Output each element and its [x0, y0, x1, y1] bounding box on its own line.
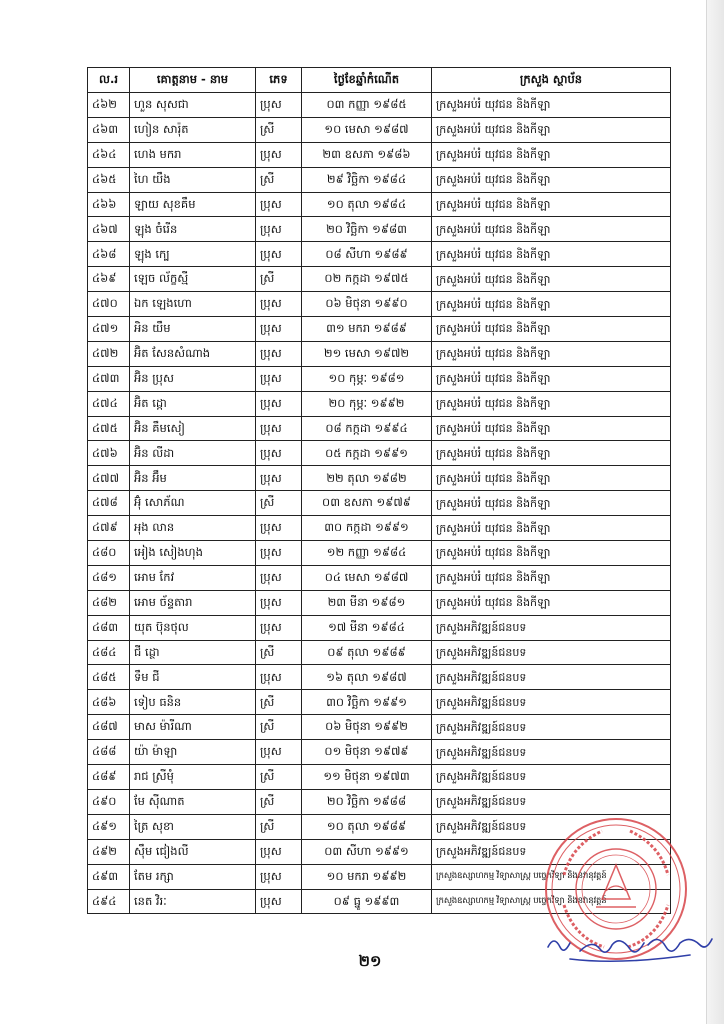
cell-ministry: ក្រសួងអប់រំ យុវជន និងកីឡា: [432, 516, 671, 541]
cell-dob: ០៦ មិថុនា ១៩៩០: [302, 292, 432, 317]
cell-sex: ស្រី: [256, 690, 302, 715]
cell-sex: ស្រី: [256, 491, 302, 516]
cell-dob: ០៩ ធ្នូ ១៩៩៣: [302, 889, 432, 914]
table-row: [88, 466, 671, 491]
cell-ministry: ក្រសួងអប់រំ យុវជន និងកីឡា: [432, 317, 671, 342]
cell-sex: ប្រុស: [256, 93, 302, 118]
cell-dob: ២០ វិច្ឆិកា ១៩៨៣: [302, 217, 432, 242]
cell-dob: ៣១ មករា ១៩៨៩: [302, 317, 432, 342]
table-row: [88, 366, 671, 391]
cell-sex: ប្រុស: [256, 541, 302, 566]
cell-no: ៤៧២: [88, 341, 130, 366]
cell-ministry: ក្រសួងឧស្សាហកម្ម វិទ្យាសាស្ត្រ បច្ចេកវិទ្យា និងនវានុវត្តន៍: [432, 889, 671, 914]
cell-ministry: ក្រសួងអភិវឌ្ឍន៍ជនបទ: [432, 665, 671, 690]
cell-name: អុង លាន: [130, 516, 256, 541]
table-row: [88, 740, 671, 765]
cell-sex: ប្រុស: [256, 839, 302, 864]
cell-dob: ២២ តុលា ១៩៨២: [302, 466, 432, 491]
cell-dob: ០២ កក្កដា ១៩៧៥: [302, 267, 432, 292]
table-row: [88, 167, 671, 192]
cell-dob: ១០ កុម្ភៈ ១៩៨១: [302, 366, 432, 391]
cell-no: ៤៧៦: [88, 441, 130, 466]
cell-sex: ស្រី: [256, 814, 302, 839]
cell-name: ជី ដ្ថោ: [130, 640, 256, 665]
table-row: [88, 341, 671, 366]
cell-ministry: ក្រសួងអប់រំ យុវជន និងកីឡា: [432, 117, 671, 142]
cell-name: ត្រៃ សុខា: [130, 814, 256, 839]
cell-dob: ២១ មេសា ១៩៧២: [302, 341, 432, 366]
cell-dob: ០៦ មិថុនា ១៩៩២: [302, 715, 432, 740]
table-row: [88, 516, 671, 541]
cell-ministry: ក្រសួងអភិវឌ្ឍន៍ជនបទ: [432, 765, 671, 790]
cell-name: រាជ ស្រីមុំ: [130, 765, 256, 790]
cell-dob: ០៣ ឧសភា ១៩៧៩: [302, 491, 432, 516]
table-row: [88, 839, 671, 864]
table-row: [88, 665, 671, 690]
cell-name: ឡុង ចំរើន: [130, 217, 256, 242]
cell-name: ទៀប ធនិន: [130, 690, 256, 715]
cell-name: ឡុង ក្បេ: [130, 242, 256, 267]
cell-no: ៤៦៨: [88, 242, 130, 267]
roster-table: [87, 67, 671, 914]
table-row: [88, 864, 671, 889]
cell-ministry: ក្រសួងអប់រំ យុវជន និងកីឡា: [432, 541, 671, 566]
cell-dob: ៣០ វិច្ឆិកា ១៩៩១: [302, 690, 432, 715]
cell-name: អោម ច័ន្ទតារា: [130, 590, 256, 615]
cell-ministry: ក្រសួងឧស្សាហកម្ម វិទ្យាសាស្ត្រ បច្ចេកវិទ្យា និងនវានុវត្តន៍: [432, 864, 671, 889]
cell-name: ហៀន សារ៉ុត: [130, 117, 256, 142]
cell-dob: ១០ មករា ១៩៩២: [302, 864, 432, 889]
cell-sex: ប្រុស: [256, 740, 302, 765]
cell-sex: ស្រី: [256, 167, 302, 192]
cell-no: ៤៩៤: [88, 889, 130, 914]
cell-no: ៤៧៧: [88, 466, 130, 491]
page-edge: [706, 0, 724, 1024]
cell-name: តែម រក្សា: [130, 864, 256, 889]
cell-ministry: ក្រសួងអប់រំ យុវជន និងកីឡា: [432, 565, 671, 590]
cell-name: អ៊ុំ សោភ័ណ: [130, 491, 256, 516]
table-row: [88, 789, 671, 814]
cell-name: ហួន សុសជា: [130, 93, 256, 118]
cell-sex: ប្រុស: [256, 565, 302, 590]
table-row: [88, 615, 671, 640]
cell-no: ៤៨៥: [88, 665, 130, 690]
cell-dob: ១០ មេសា ១៩៨៧: [302, 117, 432, 142]
cell-ministry: ក្រសួងអប់រំ យុវជន និងកីឡា: [432, 590, 671, 615]
cell-sex: ប្រុស: [256, 416, 302, 441]
cell-name: យុត ប៊ុនថុល: [130, 615, 256, 640]
cell-sex: ប្រុស: [256, 217, 302, 242]
table-row: [88, 765, 671, 790]
cell-ministry: ក្រសួងអប់រំ យុវជន និងកីឡា: [432, 416, 671, 441]
cell-name: ហៃ យឹង: [130, 167, 256, 192]
cell-dob: ១០ តុលា ១៩៨៤: [302, 192, 432, 217]
cell-sex: ប្រុស: [256, 665, 302, 690]
cell-name: ទឹម ជី: [130, 665, 256, 690]
cell-sex: ស្រី: [256, 117, 302, 142]
cell-name: អៀង សៀងហុង: [130, 541, 256, 566]
cell-sex: ប្រុស: [256, 242, 302, 267]
table-row: [88, 391, 671, 416]
cell-dob: ០៤ មេសា ១៩៨៧: [302, 565, 432, 590]
cell-name: ស៊ឹម ជៀងលី: [130, 839, 256, 864]
cell-no: ៤៨៧: [88, 715, 130, 740]
cell-dob: ៣០ កក្កដា ១៩៩១: [302, 516, 432, 541]
cell-sex: ស្រី: [256, 267, 302, 292]
cell-no: ៤៨៩: [88, 765, 130, 790]
cell-sex: ប្រុស: [256, 341, 302, 366]
cell-sex: ប្រុស: [256, 889, 302, 914]
cell-dob: ២៣ ឧសភា ១៩៨៦: [302, 142, 432, 167]
cell-name: អ៊ិត ដ្កោ: [130, 391, 256, 416]
cell-ministry: ក្រសួងអភិវឌ្ឍន៍ជនបទ: [432, 839, 671, 864]
cell-ministry: ក្រសួងអប់រំ យុវជន និងកីឡា: [432, 167, 671, 192]
cell-ministry: ក្រសួងអប់រំ យុវជន និងកីឡា: [432, 391, 671, 416]
cell-name: ឡាយ សុខគឹម: [130, 192, 256, 217]
cell-no: ៤៦៥: [88, 167, 130, 192]
cell-name: អ៊ិន លីដា: [130, 441, 256, 466]
cell-dob: ១២ កញ្ញា ១៩៨៤: [302, 541, 432, 566]
cell-dob: ១០ តុលា ១៩៨៩: [302, 814, 432, 839]
cell-ministry: ក្រសួងអប់រំ យុវជន និងកីឡា: [432, 366, 671, 391]
cell-no: ៤៨០: [88, 541, 130, 566]
cell-name: យ៉ា ម៉ាឡា: [130, 740, 256, 765]
cell-ministry: ក្រសួងអប់រំ យុវជន និងកីឡា: [432, 341, 671, 366]
table-row: [88, 690, 671, 715]
cell-sex: ស្រី: [256, 765, 302, 790]
cell-sex: ប្រុស: [256, 864, 302, 889]
cell-ministry: ក្រសួងអប់រំ យុវជន និងកីឡា: [432, 93, 671, 118]
cell-dob: ០១ មិថុនា ១៩៧៩: [302, 740, 432, 765]
cell-ministry: ក្រសួងអប់រំ យុវជន និងកីឡា: [432, 292, 671, 317]
cell-name: អោម កែវ: [130, 565, 256, 590]
table-row: [88, 117, 671, 142]
cell-ministry: ក្រសួងអប់រំ យុវជន និងកីឡា: [432, 441, 671, 466]
cell-ministry: ក្រសួងអភិវឌ្ឍន៍ជនបទ: [432, 814, 671, 839]
cell-no: ៤៦៦: [88, 192, 130, 217]
table-row: [88, 541, 671, 566]
header-no: ល.រ: [88, 68, 130, 93]
cell-ministry: ក្រសួងអភិវឌ្ឍន៍ជនបទ: [432, 690, 671, 715]
cell-dob: ២៩ វិច្ឆិកា ១៩៨៤: [302, 167, 432, 192]
table-row: [88, 715, 671, 740]
header-dob: ថ្ងៃខែឆ្នាំកំណើត: [302, 68, 432, 93]
table-row: [88, 491, 671, 516]
cell-ministry: ក្រសួងអប់រំ យុវជន និងកីឡា: [432, 466, 671, 491]
table-row: [88, 640, 671, 665]
cell-dob: ១១ មិថុនា ១៩៧៣: [302, 765, 432, 790]
cell-dob: ០៨ សីហា ១៩៨៩: [302, 242, 432, 267]
cell-no: ៤៧១: [88, 317, 130, 342]
cell-dob: ២០ វិច្ឆិកា ១៩៨៨: [302, 789, 432, 814]
cell-ministry: ក្រសួងអភិវឌ្ឍន៍ជនបទ: [432, 789, 671, 814]
cell-no: ៤៧៩: [88, 516, 130, 541]
cell-ministry: ក្រសួងអភិវឌ្ឍន៍ជនបទ: [432, 740, 671, 765]
table-row: [88, 242, 671, 267]
signature: [540, 925, 720, 975]
cell-name: អ៊ិត សែនសំណាង: [130, 341, 256, 366]
cell-dob: ០៨ កក្កដា ១៩៩៤: [302, 416, 432, 441]
cell-no: ៤៧៤: [88, 391, 130, 416]
cell-ministry: ក្រសួងអភិវឌ្ឍន៍ជនបទ: [432, 640, 671, 665]
cell-no: ៤៦៩: [88, 267, 130, 292]
table-row: [88, 441, 671, 466]
cell-no: ៤៨២: [88, 590, 130, 615]
cell-no: ៤៨៤: [88, 640, 130, 665]
cell-no: ៤៧៨: [88, 491, 130, 516]
cell-ministry: ក្រសួងអប់រំ យុវជន និងកីឡា: [432, 242, 671, 267]
cell-sex: ប្រុស: [256, 615, 302, 640]
table-row: [88, 565, 671, 590]
cell-name: ឯក ឡេងហោ: [130, 292, 256, 317]
cell-sex: ប្រុស: [256, 590, 302, 615]
cell-ministry: ក្រសួងអប់រំ យុវជន និងកីឡា: [432, 192, 671, 217]
cell-name: អិន យឹម: [130, 317, 256, 342]
table-row: [88, 590, 671, 615]
cell-name: អ៊ិន ប្រុស: [130, 366, 256, 391]
table-row: [88, 889, 671, 914]
table-row: [88, 416, 671, 441]
table-row: [88, 217, 671, 242]
table-row: [88, 317, 671, 342]
cell-dob: ០៩ តុលា ១៩៨៩: [302, 640, 432, 665]
cell-dob: ០៥ កក្កដា ១៩៩១: [302, 441, 432, 466]
cell-no: ៤៦៣: [88, 117, 130, 142]
cell-sex: ប្រុស: [256, 292, 302, 317]
header-sex: ភេទ: [256, 68, 302, 93]
header-name: គោត្តនាម - នាម: [130, 68, 256, 93]
cell-no: ៤៧០: [88, 292, 130, 317]
cell-name: ហេង មករា: [130, 142, 256, 167]
table-row: [88, 292, 671, 317]
cell-no: ៤៩៣: [88, 864, 130, 889]
cell-sex: ប្រុស: [256, 391, 302, 416]
cell-sex: ស្រី: [256, 640, 302, 665]
table-row: [88, 267, 671, 292]
cell-ministry: ក្រសួងអភិវឌ្ឍន៍ជនបទ: [432, 715, 671, 740]
cell-ministry: ក្រសួងអប់រំ យុវជន និងកីឡា: [432, 142, 671, 167]
cell-dob: ០៣ សីហា ១៩៩១: [302, 839, 432, 864]
cell-dob: ២០ កុម្ភៈ ១៩៩២: [302, 391, 432, 416]
cell-no: ៤៩២: [88, 839, 130, 864]
cell-sex: ប្រុស: [256, 192, 302, 217]
cell-no: ៤៦៤: [88, 142, 130, 167]
table-header-row: [88, 68, 671, 93]
header-ministry: ក្រសួង ស្ថាប័ន: [432, 68, 671, 93]
cell-name: អ៊ិន អ៊ឹម: [130, 466, 256, 491]
cell-sex: ប្រុស: [256, 142, 302, 167]
cell-dob: ២៣ មីនា ១៩៨១: [302, 590, 432, 615]
cell-ministry: ក្រសួងអភិវឌ្ឍន៍ជនបទ: [432, 615, 671, 640]
cell-no: ៤៨១: [88, 565, 130, 590]
cell-sex: ប្រុស: [256, 466, 302, 491]
cell-no: ៤៨៣: [88, 615, 130, 640]
cell-ministry: ក្រសួងអប់រំ យុវជន និងកីឡា: [432, 491, 671, 516]
cell-no: ៤៦៧: [88, 217, 130, 242]
cell-no: ៤៨៦: [88, 690, 130, 715]
cell-dob: ១៦ តុលា ១៩៨៧: [302, 665, 432, 690]
cell-sex: ប្រុស: [256, 317, 302, 342]
table-row: [88, 814, 671, 839]
cell-ministry: ក្រសួងអប់រំ យុវជន និងកីឡា: [432, 217, 671, 242]
cell-sex: ស្រី: [256, 715, 302, 740]
cell-name: មែ ស៊ីណាត: [130, 789, 256, 814]
cell-ministry: ក្រសួងអប់រំ យុវជន និងកីឡា: [432, 267, 671, 292]
cell-sex: ប្រុស: [256, 441, 302, 466]
cell-sex: ស្រី: [256, 789, 302, 814]
table-body: [88, 93, 671, 914]
cell-dob: ១៧ មីនា ១៩៨៤: [302, 615, 432, 640]
cell-no: ៤៨៨: [88, 740, 130, 765]
cell-no: ៤៩១: [88, 814, 130, 839]
cell-dob: ០៣ កញ្ញា ១៩៨៥: [302, 93, 432, 118]
table-row: [88, 142, 671, 167]
cell-no: ៤៧៣: [88, 366, 130, 391]
table-row: [88, 93, 671, 118]
page-number: ២១: [358, 952, 382, 970]
cell-name: មាស ម៉ារីណា: [130, 715, 256, 740]
cell-sex: ប្រុស: [256, 516, 302, 541]
cell-name: ឡេច ល័ក្ខស្មី: [130, 267, 256, 292]
cell-no: ៤៦២: [88, 93, 130, 118]
table-row: [88, 192, 671, 217]
cell-name: នេត វិរៈ: [130, 889, 256, 914]
cell-name: អ៊ិន គឹមសៀ: [130, 416, 256, 441]
cell-sex: ប្រុស: [256, 366, 302, 391]
cell-no: ៤៩០: [88, 789, 130, 814]
cell-no: ៤៧៥: [88, 416, 130, 441]
